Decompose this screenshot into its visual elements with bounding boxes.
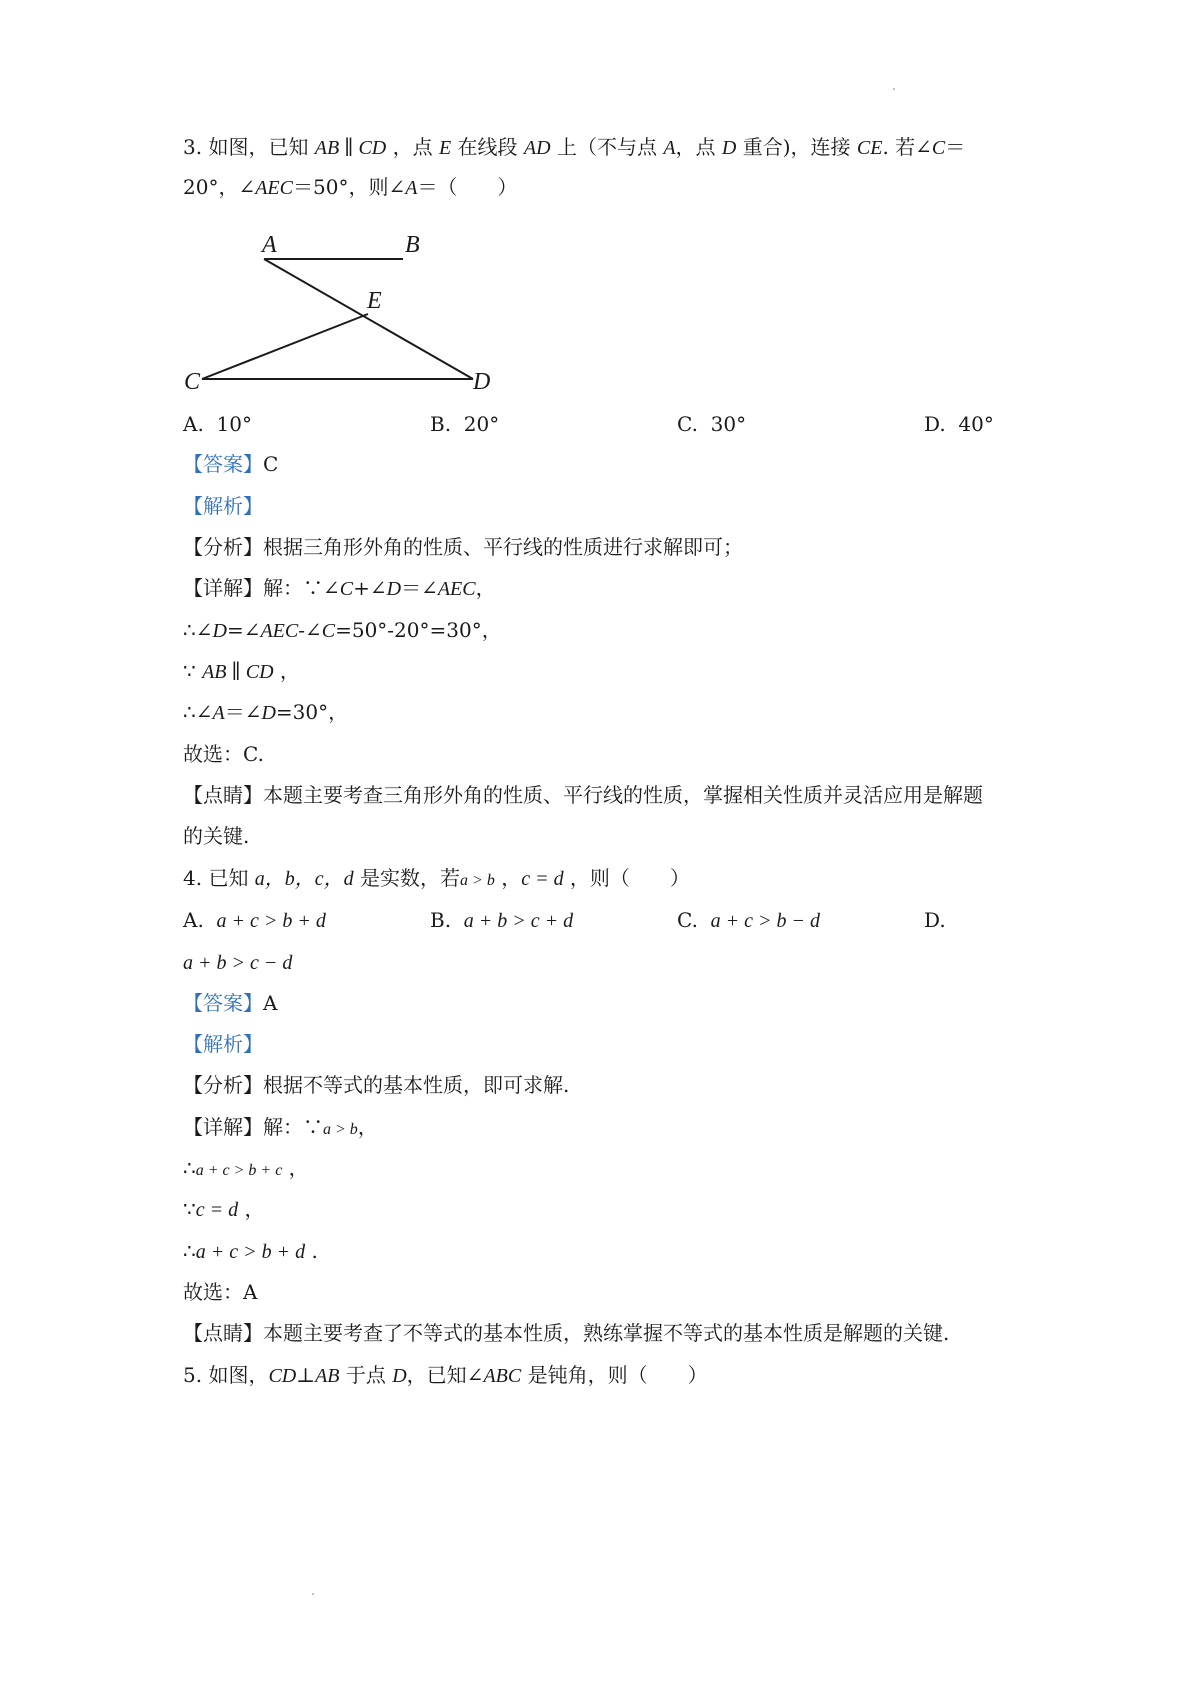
- math: D: [392, 1365, 407, 1387]
- q4-guxuan: [183, 1278, 257, 1306]
- q4-analysis-tag: [183, 1030, 263, 1058]
- segment-ad: [264, 259, 473, 379]
- text: 20°，∠: [183, 175, 256, 199]
- math: AEC: [255, 177, 293, 199]
- tag: 【点睛】: [183, 1321, 263, 1345]
- text: 根据不等式的基本性质，即可求解.: [263, 1073, 570, 1097]
- text: 是实数，若: [353, 866, 461, 890]
- text: ∵: [183, 1197, 196, 1221]
- q3-xiangjie-3: [183, 657, 300, 686]
- text: ，: [273, 659, 300, 683]
- q3-guxuan: [183, 740, 264, 768]
- option-value: a + b > c + d: [463, 910, 574, 932]
- math: C: [931, 137, 946, 159]
- option-label: C.: [677, 908, 698, 932]
- option-value: 20°: [463, 412, 500, 436]
- math: a > b: [323, 1121, 358, 1138]
- tag: 【详解】: [183, 1115, 263, 1139]
- q3-dianjing-2: [183, 822, 249, 850]
- option-label: A.: [183, 412, 204, 436]
- text: ＝: [945, 135, 966, 159]
- math: E: [438, 137, 452, 159]
- option-label: C.: [677, 412, 698, 436]
- text: ＝∠: [401, 576, 438, 600]
- text: .: [305, 1239, 318, 1263]
- math: AB: [315, 1365, 340, 1387]
- text: 根据三角形外角的性质、平行线的性质进行求解即可；: [263, 535, 743, 559]
- q4-option-b: [430, 906, 573, 935]
- text: +∠: [353, 576, 387, 600]
- text: ∴∠: [183, 618, 213, 642]
- text: . 若∠: [882, 135, 932, 159]
- q4-option-d-label: [924, 906, 946, 934]
- q4-xiangjie-3: [183, 1195, 264, 1224]
- q4-xiangjie-2: [183, 1154, 309, 1185]
- scan-dot: [312, 1593, 314, 1595]
- q3-option-a: [183, 410, 252, 438]
- math: ABC: [483, 1365, 522, 1387]
- option-value: a + b > c − d: [183, 952, 293, 974]
- math: D: [212, 620, 227, 642]
- text: ＝∠: [224, 700, 262, 724]
- text: ，: [494, 866, 522, 890]
- math: c = d: [521, 868, 564, 890]
- text: 重合)，连接: [736, 135, 857, 159]
- q3-xiangjie-1: [183, 574, 496, 603]
- text: ，则（ ）: [563, 866, 690, 890]
- scan-dot: [893, 88, 895, 90]
- text: ∵: [183, 659, 203, 683]
- text: 上（不与点: [550, 135, 664, 159]
- q3-xiangjie-4: [183, 698, 348, 727]
- math: AB ∥ CD: [314, 137, 387, 159]
- q3-answer: [183, 450, 278, 478]
- option-value: a + c > b + d: [216, 910, 326, 932]
- q4-answer: [183, 989, 277, 1017]
- text: 本题主要考查三角形外角的性质、平行线的性质，掌握相关性质并灵活应用是解题: [263, 783, 983, 807]
- text: =∠: [226, 618, 261, 642]
- label-a: A: [262, 232, 277, 258]
- text: ＝（ ）: [417, 175, 518, 199]
- math: D: [386, 578, 402, 600]
- math: a > b: [460, 872, 495, 889]
- text: 3. 如图，已知: [183, 135, 315, 159]
- q3-fenxi: [183, 533, 743, 561]
- text: ，点: [386, 135, 439, 159]
- math: AD: [523, 137, 551, 159]
- math: a，b，c，d: [254, 868, 354, 890]
- text: ，点: [675, 135, 722, 159]
- tag: 【解析】: [183, 1032, 263, 1056]
- q3-analysis-tag: [183, 492, 263, 520]
- text: =30°，: [275, 700, 349, 724]
- math: A: [212, 702, 225, 724]
- text: ∴∠: [183, 700, 213, 724]
- text: 故选：A: [183, 1280, 258, 1304]
- math: AB ∥ CD: [202, 661, 274, 683]
- text: ＝50°，则∠: [293, 175, 406, 199]
- q5-stem: [183, 1361, 708, 1390]
- q4-stem: [183, 864, 690, 895]
- q3-figure: [0, 0, 1200, 420]
- label-c: C: [184, 369, 201, 395]
- q4-dianjing: [183, 1319, 949, 1347]
- text: ，: [475, 576, 496, 600]
- label-e: E: [367, 288, 382, 314]
- math: a + c > b + c: [195, 1162, 283, 1179]
- q4-option-c: [677, 906, 820, 935]
- text: ，: [357, 1115, 378, 1139]
- option-label: B.: [430, 908, 452, 932]
- option-value: 30°: [710, 412, 747, 436]
- tag: 【详解】: [183, 576, 263, 600]
- answer-value: A: [263, 991, 278, 1015]
- math: A: [663, 137, 676, 159]
- option-label: D.: [924, 412, 946, 436]
- tag: 【分析】: [183, 535, 263, 559]
- tag: 【分析】: [183, 1073, 263, 1097]
- math: AEC: [437, 578, 476, 600]
- segment-ce: [202, 314, 368, 379]
- tag: 【答案】: [183, 452, 263, 476]
- label-b: B: [405, 232, 420, 258]
- option-value: 40°: [958, 412, 994, 436]
- text: -∠: [298, 618, 322, 642]
- answer-value: C: [263, 452, 279, 476]
- q4-xiangjie-1: [183, 1113, 378, 1144]
- q4-option-a: [183, 906, 326, 935]
- q3-option-b: [430, 410, 499, 438]
- tag: 【答案】: [183, 991, 263, 1015]
- q3-option-d: [924, 410, 994, 438]
- text: 4. 已知: [183, 866, 255, 890]
- math: CE: [856, 137, 883, 159]
- math: CD: [268, 1365, 297, 1387]
- option-value: a + c > b − d: [710, 910, 821, 932]
- q3-xiangjie-2: [183, 616, 502, 645]
- text: 是钝角，则（ ）: [521, 1363, 708, 1387]
- text: 在线段: [451, 135, 524, 159]
- q4-xiangjie-4: [183, 1237, 318, 1266]
- math: D: [261, 702, 276, 724]
- text: 的关键.: [183, 824, 250, 848]
- option-label: D.: [924, 908, 946, 932]
- text: 故选：C.: [183, 742, 264, 766]
- text: ∴: [183, 1156, 196, 1180]
- text: =50°-20°=30°，: [335, 618, 502, 642]
- text: ，: [282, 1156, 309, 1180]
- text: 于点: [339, 1363, 393, 1387]
- text: ∴: [183, 1239, 196, 1263]
- text: 5. 如图，: [183, 1363, 269, 1387]
- q4-option-d-value: [183, 948, 292, 977]
- text: ，: [238, 1197, 265, 1221]
- tag: 【点睛】: [183, 783, 263, 807]
- math: D: [721, 137, 737, 159]
- option-value: 10°: [216, 412, 252, 436]
- option-label: B.: [430, 412, 452, 436]
- math: C: [321, 620, 336, 642]
- math: C: [339, 578, 354, 600]
- math: a + c > b + d: [195, 1241, 306, 1263]
- text: 解：∵: [263, 1115, 323, 1139]
- math: c = d: [195, 1199, 239, 1221]
- text: ，已知∠: [406, 1363, 484, 1387]
- text: 解：∵∠: [263, 576, 340, 600]
- tag: 【解析】: [183, 494, 263, 518]
- q3-dianjing-1: [183, 781, 983, 809]
- text: ⊥: [296, 1363, 316, 1387]
- option-label: A.: [183, 908, 204, 932]
- q3-option-c: [677, 410, 746, 438]
- math: AEC: [260, 620, 299, 642]
- math: A: [405, 177, 418, 199]
- text: 本题主要考查了不等式的基本性质，熟练掌握不等式的基本性质是解题的关键.: [263, 1321, 950, 1345]
- label-d: D: [473, 369, 491, 395]
- q4-fenxi: [183, 1071, 569, 1099]
